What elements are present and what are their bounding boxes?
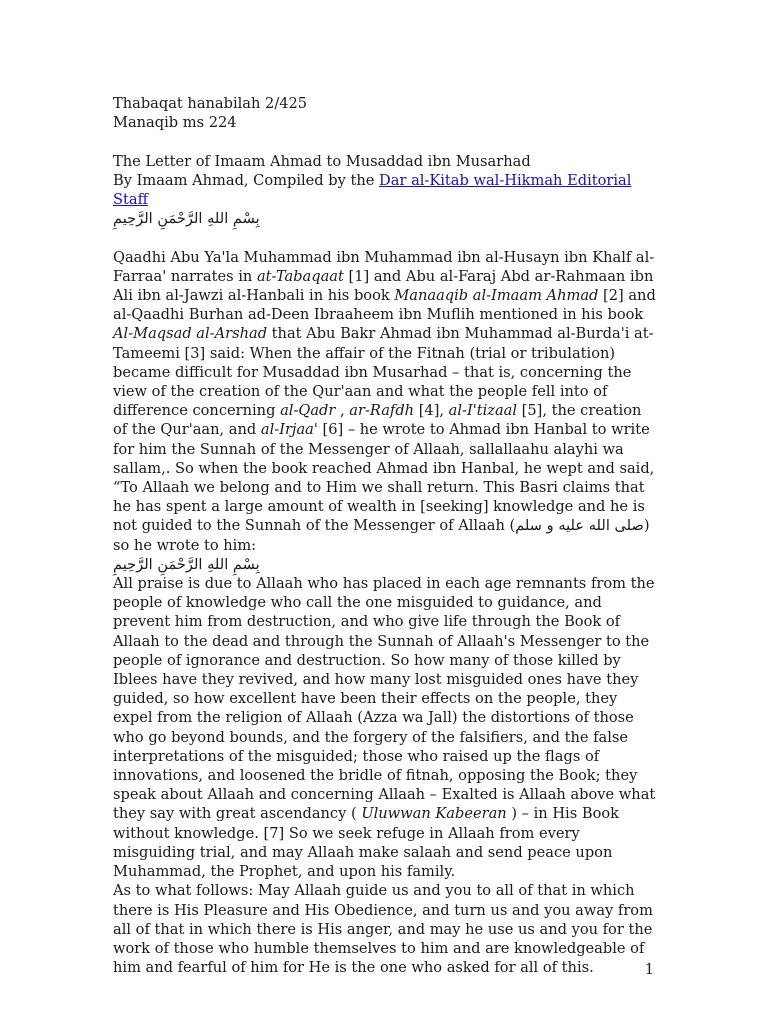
text-run: Qaadhi Abu Ya'la Muhammad ibn Muhammad ibn al-Husayn ibn Khalf al-Farraa' narrates in (113, 248, 655, 285)
byline (113, 171, 658, 209)
byline-prefix: By Imaam Ahmad, Compiled by the (113, 171, 380, 189)
document-body (113, 94, 658, 977)
source-reference-2: Manaqib ms 224 (113, 114, 237, 132)
document-title: The Letter of Imaam Ahmad to Musaddad ibn Musarhad (113, 152, 531, 170)
spacer (113, 228, 658, 247)
closing-paragraph: As to what follows: May Allaah guide us and you to all of that in which there is His Pleasure and His Obedience, and turn us and you away from all of that in which there is His anger, and may he use us and you for the work of those who humble themselves to him and are knowledgeable of him and fearful of him for He is the one who asked for all of this. (113, 882, 653, 977)
spacer (113, 132, 658, 151)
editorial-staff-link[interactable]: Dar al-Kitab wal-Hikmah Editorial Staff (113, 171, 632, 208)
intro-paragraph (113, 248, 658, 555)
text-run: All praise is due to Allaah who has placed in each age remnants from the people of knowledge who call the one misguided to guidance, and prevent him from destruction, and who give life through the Book of Allaah to the dead and through the Sunnah of Allaah's Messenger to the people of ignorance and destruction. So how many of those killed by Iblees have they revived, and how many lost misguided ones have they guided, so how excellent have been their effects on the people, they expel from the religion of Allaah (Azza wa Jall) the distortions of those who go beyond bounds, and the forgery of the falsifiers, and the false interpretations of the misguided; those who raised up the flags of innovations, and loosened the bridle of fitnah, opposing the Book; they speak about Allaah and concerning Allaah – Exalted is Allaah above what they say with great ascendancy ( (113, 575, 656, 823)
letter-paragraph (113, 574, 658, 881)
source-reference-1: Thabaqat hanabilah 2/425 (113, 95, 308, 112)
term: ar-Rafdh (349, 402, 415, 420)
text-run: [2] and al-Qaadhi Burhan ad-Deen Ibraaheem ibn Muflih mentioned in his book (113, 287, 656, 324)
book-title: Al-Maqsad al-Arshad (113, 325, 268, 343)
text-run: [6] – he wrote to Ahmad ibn Hanbal to write for him the Sunnah of the Messenger of Allaah, sallallaahu alayhi wa sallam,. So when the book reached Ahmad ibn Hanbal, he wept and said, “To Allaah we belong and to Him we shall return. This Basri claims that he has spent a large amount of wealth in [seeking] knowledge and he is not guided to the Sunnah of the Messenger of Allaah ( (113, 421, 655, 535)
text-run: ) – in His Book without knowledge. [7] So we seek refuge in Allaah from every misguiding trial, and may Allaah make salaah and send peace upon Muhammad, the Prophet, and upon his family. (113, 805, 619, 881)
text-run: ) so he wrote to him: (113, 517, 650, 554)
term: Uluwwan Kabeeran (361, 805, 507, 823)
book-title: at-Tabaqaat (256, 267, 344, 285)
text-run: , (335, 402, 350, 420)
text-run: [4], (414, 402, 449, 420)
basmala-heading: بِسْمِ اللهِ الرَّحْمَنِ الرَّحِيمِ (113, 210, 260, 228)
arabic-salutation: صلى الله عليه و سلم (515, 517, 644, 535)
text-run: [1] and Abu al-Faraj Abd ar-Rahmaan ibn Ali ibn al-Jawzi al-Hanbali in his book (113, 267, 654, 304)
page-number: 1 (644, 961, 654, 978)
text-run: that Abu Bakr Ahmad ibn Muhammad al-Burda'i at-Tameemi [3] said: When the affair of the Fitnah (trial or tribulation) became difficult for Musaddad ibn Musarhad – that is, concerning the view of the creation of the Qur'aan and what the people fell into of difference concerning (113, 325, 654, 420)
term: al-Qadr (280, 402, 336, 420)
term: al-Irjaa' (260, 421, 318, 439)
book-title: Manaaqib al-Imaam Ahmad (394, 287, 599, 304)
term: al-I'tizaal (448, 402, 518, 420)
basmala-letter: بِسْمِ اللهِ الرَّحْمَنِ الرَّحِيمِ (113, 555, 260, 573)
text-run: [5], the creation of the Qur'aan, and (113, 402, 642, 439)
